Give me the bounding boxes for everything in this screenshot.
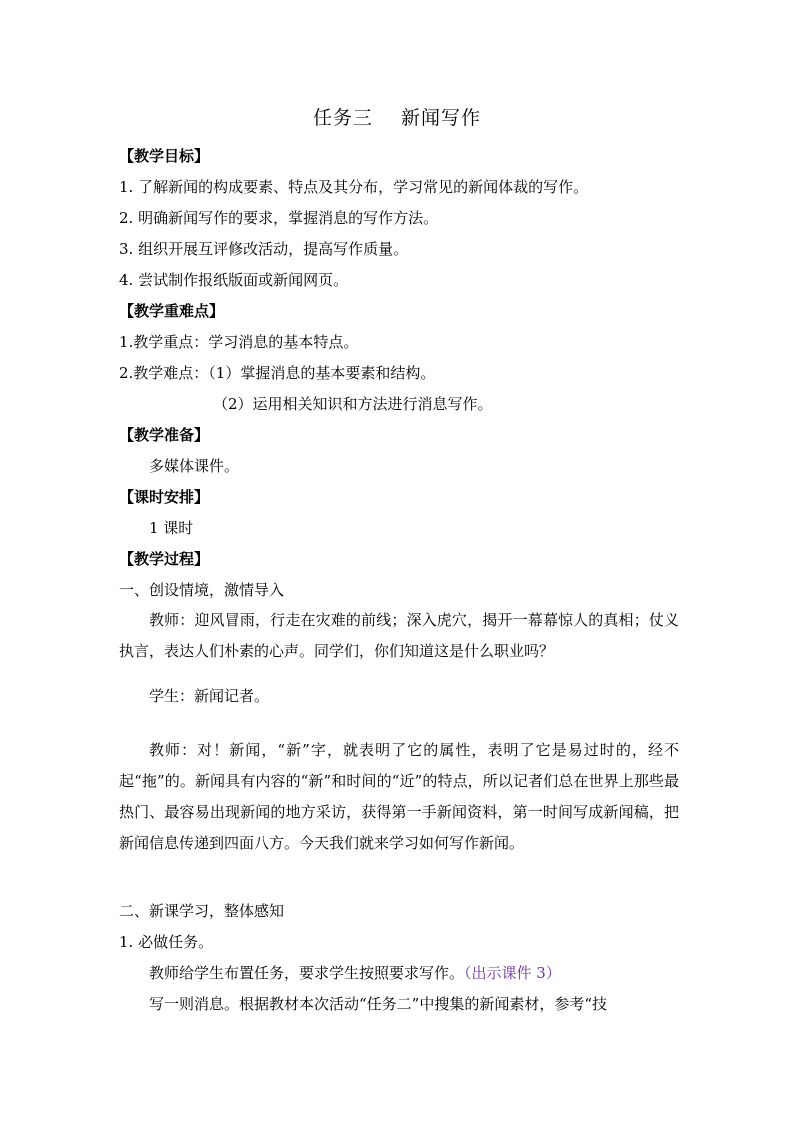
section-1-heading: 一、创设情境，激情导入: [119, 581, 285, 599]
goal-item-4: 4. 尝试制作报纸版面或新闻网页。: [119, 271, 349, 289]
teaching-difficulty-2: （2）运用相关知识和方法进行消息写作。: [213, 395, 493, 413]
page-title: [0, 106, 794, 130]
assign-text: 教师给学生布置任务，要求学生按照要求写作。: [149, 964, 465, 982]
schedule-heading: 【课时安排】: [119, 488, 210, 506]
goals-heading: 【教学目标】: [119, 147, 210, 165]
assign-line: [149, 963, 561, 983]
student-answer: 学生：新闻记者。: [149, 687, 270, 705]
teaching-difficulty-1: 2.教学难点：（1）掌握消息的基本要素和结构。: [119, 364, 436, 382]
title-part1: 任务三: [312, 107, 373, 129]
title-part2: 新闻写作: [401, 107, 482, 129]
goal-item-1: 1. 了解新闻的构成要素、特点及其分布，学习常见的新闻体裁的写作。: [119, 178, 589, 196]
prep-heading: 【教学准备】: [119, 426, 210, 444]
schedule-text: 1 课时: [149, 519, 194, 537]
teacher-paragraph-2: 教师：对！新闻，“新”字，就表明了它的属性，表明了它是易过时的，经不起“拖”的。新闻具有内容的“新”和时间的“近”的特点，所以记者们总在世界上那些最热门、最容易出现新闻的地方采访，获得第一手新闻资料，第一时间写成新闻稿，把新闻信息传递到四面八方。今天我们就来学习如何写作新闻。: [119, 741, 679, 852]
process-heading: 【教学过程】: [119, 550, 210, 568]
courseware-note: （出示课件 3）: [464, 964, 561, 982]
teaching-focus: 1.教学重点：学习消息的基本特点。: [119, 333, 359, 351]
prep-text: 多媒体课件。: [149, 457, 240, 475]
write-instruction: 写一则消息。根据教材本次活动“任务二”中搜集的新闻素材，参考“技: [149, 995, 608, 1013]
keypoints-heading: 【教学重难点】: [119, 302, 225, 320]
goal-item-2: 2. 明确新闻写作的要求，掌握消息的写作方法。: [119, 209, 439, 227]
task-1-heading: 1. 必做任务。: [119, 933, 214, 951]
section-2-heading: 二、新课学习，整体感知: [119, 902, 285, 920]
goal-item-3: 3. 组织开展互评修改活动，提高写作质量。: [119, 240, 409, 258]
teacher-paragraph-1: 教师：迎风冒雨，行走在灾难的前线；深入虎穴，揭开一幕幕惊人的真相；仗义执言，表达人们朴素的心声。同学们，你们知道这是什么职业吗？: [119, 611, 679, 660]
